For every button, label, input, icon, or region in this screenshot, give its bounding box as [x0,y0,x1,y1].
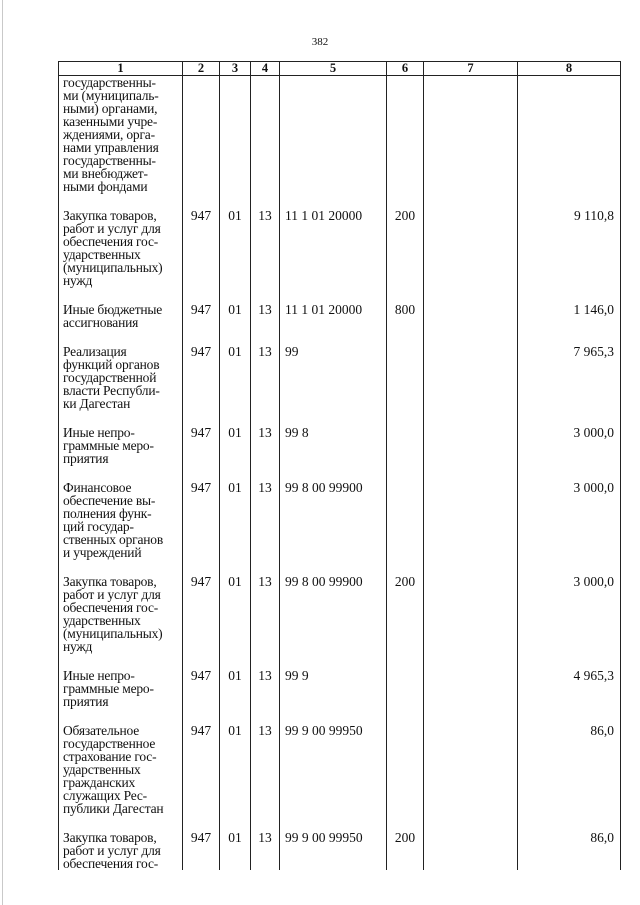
row-subsection-cell: 13 [251,831,280,870]
spacer-cell [424,329,518,345]
row-col7-cell [424,76,518,194]
row-code-cell: 947 [183,426,220,465]
row-section-cell: 01 [220,481,251,559]
row-spacer [59,708,621,724]
row-col7-cell [424,575,518,653]
spacer-cell [424,653,518,669]
row-col7-cell [424,209,518,287]
spacer-cell [251,653,280,669]
spacer-cell [518,465,621,481]
spacer-cell [518,653,621,669]
row-col7-cell [424,831,518,870]
table-row [59,303,621,329]
spacer-cell [59,465,183,481]
table-row [59,426,621,465]
row-expense-type-cell: 200 [387,831,424,870]
spacer-cell [387,653,424,669]
row-spacer [59,653,621,669]
spacer-cell [251,193,280,209]
row-subsection-cell: 13 [251,303,280,329]
row-name-cell: Иные непро- граммные меро- приятия [59,426,183,465]
row-expense-type-cell [387,426,424,465]
row-name-cell: Иные непро- граммные меро- приятия [59,669,183,708]
row-amount-cell: 9 110,8 [518,209,621,287]
row-expense-type-cell: 200 [387,209,424,287]
row-target-article-cell: 99 8 00 99900 [280,575,387,653]
spacer-cell [183,287,220,303]
row-spacer [59,815,621,831]
row-amount-cell: 4 965,3 [518,669,621,708]
row-target-article-cell: 11 1 01 20000 [280,303,387,329]
spacer-cell [251,708,280,724]
row-subsection-cell: 13 [251,575,280,653]
row-target-article-cell: 99 8 00 99900 [280,481,387,559]
row-col7-cell [424,481,518,559]
row-section-cell: 01 [220,831,251,870]
spacer-cell [220,815,251,831]
row-code-cell: 947 [183,669,220,708]
spacer-cell [387,193,424,209]
row-col7-cell [424,303,518,329]
row-code-cell: 947 [183,481,220,559]
row-amount-cell: 3 000,0 [518,426,621,465]
row-spacer [59,329,621,345]
row-target-article-cell [280,76,387,194]
row-code-cell: 947 [183,303,220,329]
table-row [59,575,621,653]
row-spacer [59,559,621,575]
table-row [59,831,621,870]
spacer-cell [387,559,424,575]
row-amount-cell: 7 965,3 [518,345,621,410]
row-spacer [59,287,621,303]
table-row [59,76,621,194]
spacer-cell [424,193,518,209]
spacer-cell [59,653,183,669]
spacer-cell [424,410,518,426]
table-body [59,76,621,871]
spacer-cell [518,193,621,209]
row-subsection-cell: 13 [251,426,280,465]
spacer-cell [251,329,280,345]
spacer-cell [280,559,387,575]
spacer-cell [59,410,183,426]
row-amount-cell: 1 146,0 [518,303,621,329]
page-number: 382 [311,36,329,48]
spacer-cell [280,287,387,303]
row-code-cell: 947 [183,345,220,410]
row-subsection-cell: 13 [251,345,280,410]
spacer-cell [59,815,183,831]
row-spacer [59,410,621,426]
spacer-cell [251,287,280,303]
spacer-cell [220,559,251,575]
column-header-7: 7 [424,62,518,76]
row-section-cell: 01 [220,209,251,287]
spacer-cell [183,329,220,345]
table-row [59,209,621,287]
spacer-cell [220,465,251,481]
row-subsection-cell: 13 [251,209,280,287]
spacer-cell [220,329,251,345]
budget-table-container [58,61,620,870]
column-header-5: 5 [280,62,387,76]
row-amount-cell [518,76,621,194]
row-subsection-cell: 13 [251,724,280,815]
spacer-cell [220,287,251,303]
spacer-cell [59,559,183,575]
table-row [59,345,621,410]
row-target-article-cell: 11 1 01 20000 [280,209,387,287]
spacer-cell [387,287,424,303]
spacer-cell [387,329,424,345]
row-expense-type-cell [387,345,424,410]
row-col7-cell [424,426,518,465]
spacer-cell [424,815,518,831]
row-section-cell: 01 [220,303,251,329]
spacer-cell [220,410,251,426]
row-section-cell [220,76,251,194]
spacer-cell [183,708,220,724]
spacer-cell [518,410,621,426]
spacer-cell [424,465,518,481]
row-target-article-cell: 99 9 00 99950 [280,831,387,870]
spacer-cell [220,653,251,669]
row-expense-type-cell [387,669,424,708]
spacer-cell [251,410,280,426]
row-name-cell: Закупка товаров, работ и услуг для обеспечения гос- [59,831,183,870]
row-spacer [59,193,621,209]
row-subsection-cell: 13 [251,481,280,559]
spacer-cell [518,708,621,724]
row-subsection-cell: 13 [251,669,280,708]
row-target-article-cell: 99 [280,345,387,410]
spacer-cell [183,559,220,575]
row-code-cell: 947 [183,724,220,815]
row-section-cell: 01 [220,724,251,815]
row-code-cell: 947 [183,575,220,653]
spacer-cell [280,193,387,209]
spacer-cell [280,465,387,481]
spacer-cell [424,287,518,303]
spacer-cell [280,329,387,345]
column-header-2: 2 [183,62,220,76]
row-name-cell: Закупка товаров, работ и услуг для обеспечения гос- ударственных (муниципальных) нужд [59,575,183,653]
spacer-cell [251,465,280,481]
spacer-cell [183,815,220,831]
row-amount-cell: 86,0 [518,831,621,870]
row-target-article-cell: 99 8 [280,426,387,465]
row-name-cell: государственны- ми (муниципаль- ными) органами, казенными учре- ждениями, орга- нами управления государственны- ми внебюджет- ными фондами [59,76,183,194]
row-col7-cell [424,669,518,708]
row-expense-type-cell [387,76,424,194]
spacer-cell [518,329,621,345]
spacer-cell [59,287,183,303]
row-col7-cell [424,345,518,410]
spacer-cell [518,815,621,831]
header-row [59,62,621,76]
spacer-cell [387,410,424,426]
column-header-3: 3 [220,62,251,76]
spacer-cell [183,465,220,481]
row-amount-cell: 3 000,0 [518,481,621,559]
spacer-cell [183,193,220,209]
spacer-cell [59,708,183,724]
spacer-cell [387,465,424,481]
row-expense-type-cell [387,724,424,815]
column-header-4: 4 [251,62,280,76]
row-name-cell: Реализация функций органов государственной власти Республи- ки Дагестан [59,345,183,410]
spacer-cell [251,815,280,831]
row-col7-cell [424,724,518,815]
spacer-cell [518,559,621,575]
spacer-cell [387,815,424,831]
row-expense-type-cell [387,481,424,559]
row-target-article-cell: 99 9 00 99950 [280,724,387,815]
row-amount-cell: 3 000,0 [518,575,621,653]
spacer-cell [280,708,387,724]
spacer-cell [280,653,387,669]
spacer-cell [59,329,183,345]
row-section-cell: 01 [220,345,251,410]
row-section-cell: 01 [220,669,251,708]
spacer-cell [220,193,251,209]
budget-table [58,61,621,870]
row-name-cell: Закупка товаров, работ и услуг для обеспечения гос- ударственных (муниципальных) нужд [59,209,183,287]
row-expense-type-cell: 200 [387,575,424,653]
spacer-cell [251,559,280,575]
spacer-cell [59,193,183,209]
spacer-cell [424,708,518,724]
row-code-cell [183,76,220,194]
spacer-cell [183,410,220,426]
column-header-8: 8 [518,62,621,76]
row-code-cell: 947 [183,831,220,870]
row-amount-cell: 86,0 [518,724,621,815]
row-subsection-cell [251,76,280,194]
spacer-cell [387,708,424,724]
row-target-article-cell: 99 9 [280,669,387,708]
row-name-cell: Обязательное государственное страхование гос- ударственных гражданских служащих Рес- публики Дагестан [59,724,183,815]
row-code-cell: 947 [183,209,220,287]
table-header [59,62,621,76]
spacer-cell [280,410,387,426]
table-row [59,669,621,708]
spacer-cell [220,708,251,724]
row-section-cell: 01 [220,426,251,465]
row-name-cell: Иные бюджетные ассигнования [59,303,183,329]
spacer-cell [183,653,220,669]
row-name-cell: Финансовое обеспечение вы- полнения функ- ций государ- ственных органов и учреждений [59,481,183,559]
spacer-cell [518,287,621,303]
row-spacer [59,465,621,481]
row-section-cell: 01 [220,575,251,653]
table-row [59,724,621,815]
row-expense-type-cell: 800 [387,303,424,329]
table-row [59,481,621,559]
column-header-1: 1 [59,62,183,76]
column-header-6: 6 [387,62,424,76]
page-edge-line [2,0,3,905]
spacer-cell [424,559,518,575]
spacer-cell [280,815,387,831]
